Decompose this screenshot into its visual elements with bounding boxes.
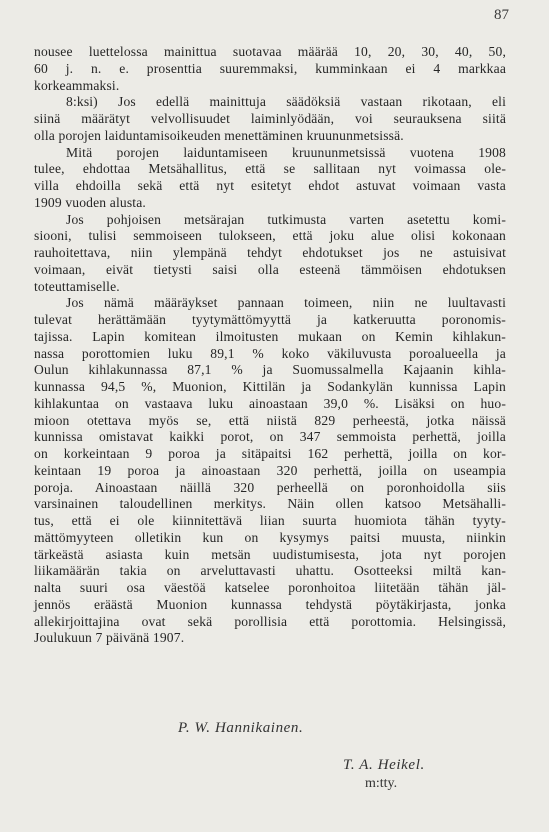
text-line: kihlakuntaa on vastaava luku ainoastaan 39,0 %. Lisäksi on huo-	[34, 395, 506, 411]
text-line: jennös eräästä Muonion kunnassa tehdystä pöytäkirjasta, jonka	[34, 596, 506, 612]
text-line: mättömyyteen olletikin kun on kysymys paitsi muusta, niinkin	[34, 529, 506, 545]
text-line: Mitä porojen laiduntamiseen kruununmetsissä vuotena 1908	[66, 144, 506, 160]
text-line: kunnassa 94,5 %, Muonion, Kittilän ja Sodankylän kunnissa Lapin	[34, 379, 506, 394]
body-text	[34, 44, 506, 647]
text-line: allekirjoittajina ovat sekä porollisia että porottomia. Helsingissä,	[34, 613, 506, 629]
text-line: villa ehdoilla sekä että nyt esitetyt ehdot astuvat voimaan vasta	[34, 178, 506, 193]
text-line: tulee, ehdottaa Metsähallitus, että se sallitaan nyt voimassa ole-	[34, 161, 506, 177]
text-line: tus, että ei ole kiinnitettävä liian suurta huomiota tähän tyyty-	[34, 513, 506, 528]
text-line: korkeammaksi.	[34, 77, 120, 93]
text-line: tajissa. Lapin komitean ilmoitusten mukaan on Kemin kihlakun-	[34, 328, 506, 344]
text-line: Oulun kihlakunnassa 87,1 % ja Suomussalmella Kajaanin kihla-	[34, 362, 506, 378]
text-line: liikamäärän takia on arveluttavasti uhattu. Osotteeksi miltä kan-	[34, 563, 506, 579]
text-line: mioon otettava myös se, että niistä 829 perheestä, jotka näissä	[34, 412, 506, 428]
text-line: voimaan, eivät tietysti saisi olla esteenä tämmöisen ehdotuksen	[34, 261, 506, 277]
page-number: 87	[494, 7, 509, 23]
text-line: siinä määrätyt velvollisuudet laiminlyödään, voi seurauksena siitä	[34, 111, 506, 126]
text-line: olla porojen laiduntamisoikeuden menettäminen kruununmetsissä.	[34, 127, 404, 143]
text-line: rauhoitettava, niin ylempänä tehdyt ehdotukset jos ne astuisivat	[34, 245, 506, 260]
text-line: 8:ksi) Jos edellä mainittuja säädöksiä vastaan rikotaan, eli	[66, 94, 506, 110]
text-line: poroja. Ainoastaan näillä 320 perheellä on poronhoidolla siis	[34, 479, 506, 495]
text-line: varsinainen taloudellinen merkitys. Näin ollen katsoo Metsähalli-	[34, 496, 506, 512]
signature-hannikainen: P. W. Hannikainen.	[178, 720, 304, 736]
text-line: kunnissa omistavat kaikki porot, on 347 semmoista perhettä, joilla	[34, 429, 506, 445]
text-line: Jos pohjoisen metsärajan tutkimusta varten asetettu komi-	[66, 211, 506, 227]
text-line: Joulukuun 7 päivänä 1907.	[34, 630, 185, 646]
text-line: nalta suuri osa väestöä katselee poronhoitoa liitetään tähän jäl-	[34, 580, 506, 595]
text-line: nassa porottomien luku 89,1 % koko väkiluvusta poroalueella ja	[34, 345, 506, 361]
signatory-title: m:tty.	[365, 776, 398, 791]
text-line: on korkeintaan 9 poroa ja sitäpaitsi 162 perhettä, joilla on kor-	[34, 446, 506, 461]
text-line: nousee luettelossa mainittua suotavaa määrää 10, 20, 30, 40, 50,	[34, 44, 506, 59]
text-line: 60 j. n. e. prosenttia suuremmaksi, kumminkaan ei 4 markkaa	[34, 60, 506, 76]
text-line: siooni, tulisi semmoiseen tulokseen, että joku alue olisi kokonaan	[34, 228, 506, 244]
text-line: tärkeästä asiasta kuin metsän uudistumisesta, jota nyt porojen	[34, 546, 506, 562]
text-line: keintaan 19 poroa ja ainoastaan 320 perhettä, joilla on useampia	[34, 462, 506, 478]
text-line: Jos nämä määräykset pannaan toimeen, niin ne luultavasti	[66, 295, 506, 311]
signature-heikel: T. A. Heikel.	[343, 757, 425, 773]
text-line: tulevat herättämään tyytymättömyyttä ja katkeruutta poronomis-	[34, 312, 506, 327]
text-line: 1909 vuoden alusta.	[34, 194, 146, 210]
text-line: toteuttamiselle.	[34, 278, 120, 294]
